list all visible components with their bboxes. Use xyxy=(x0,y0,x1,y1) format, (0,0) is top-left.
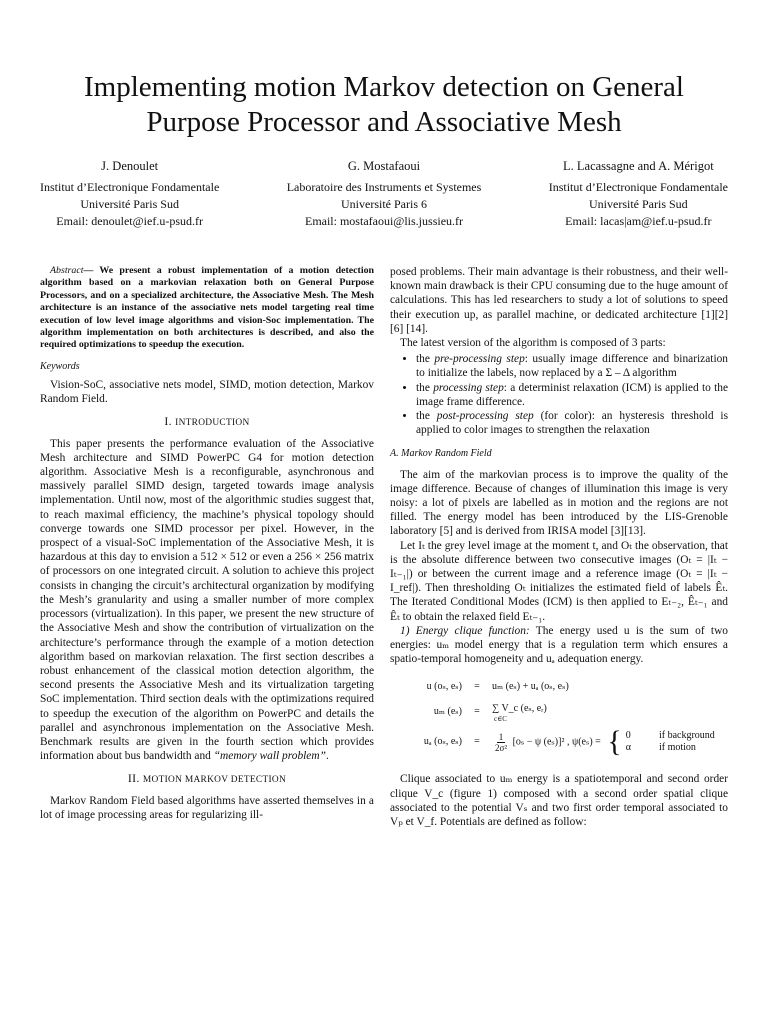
equation-row xyxy=(390,676,728,698)
author-email: Email: denoulet@ief.u-psud.fr xyxy=(56,214,203,228)
case-condition: if motion xyxy=(658,742,696,754)
eq-body: [oₛ − ψ (eₛ)]² , ψ(eₛ) = xyxy=(512,736,601,748)
left-column xyxy=(40,265,374,822)
case-value: 0 xyxy=(625,730,631,742)
author-affiliation: Laboratoire des Instruments et Systemes xyxy=(286,180,482,194)
eq-sum: ∑ V_c (eₛ, eᵣ) xyxy=(492,702,547,714)
eq-lhs: uₐ (oₛ, eₛ) xyxy=(423,736,462,748)
list-item xyxy=(416,409,728,437)
subsubsection-label: 1) Energy clique function: xyxy=(400,624,530,637)
case-condition: if background xyxy=(658,730,715,742)
eq-lhs: uₘ (eₛ) xyxy=(433,706,462,718)
item-emphasis: processing step xyxy=(433,381,504,394)
eq-rhs: uₘ (eₛ) + uₐ (oₛ, eₛ) xyxy=(492,681,569,693)
equation-row xyxy=(390,726,728,758)
subsection-heading-mrf: A. Markov Random Field xyxy=(390,448,492,460)
author-email: Email: lacas|am@ief.u-psud.fr xyxy=(565,214,712,228)
intro-paragraph xyxy=(40,437,374,764)
section-heading-markov xyxy=(40,771,374,787)
author-university: Université Paris Sud xyxy=(80,197,179,211)
author-block xyxy=(40,158,728,230)
list-item xyxy=(416,381,728,409)
author-university: Université Paris 6 xyxy=(341,197,427,211)
section-title: INTRODUCTION xyxy=(175,418,250,429)
keywords-heading: Keywords xyxy=(40,360,80,372)
section-heading-introduction xyxy=(40,414,374,430)
author-affiliation: Institut d’Electronique Fondamentale xyxy=(548,180,728,194)
author-university: Université Paris Sud xyxy=(589,197,688,211)
eq-fraction xyxy=(495,732,507,753)
eq-numerator: 1 xyxy=(498,731,504,742)
item-rest: : a determinist relaxation (ICM) is applied to the image frame difference. xyxy=(416,381,728,408)
equation-block xyxy=(390,676,728,758)
item-lead: the xyxy=(416,381,434,394)
eq-rhs xyxy=(492,702,728,723)
mrf-paragraph-1: The aim of the markovian process is to improve the quality of the image difference. Because of changes of illumination this image is very noisy: a lot of pixels are labelled as in motion and the regions are not filled. The energy model has been introduced by the LIS-Grenoble laboratory [5] and is derived from IRISA model [3][13]. xyxy=(390,468,728,538)
section-number: II. xyxy=(127,771,140,786)
eq-sum-index: c∈C xyxy=(494,715,507,724)
abstract xyxy=(40,265,374,352)
eq-equals: = xyxy=(474,736,480,748)
mrf-paragraph-2: Let Iₜ the grey level image at the moment t, and Oₜ the observation, that is the absolute difference between two consecutive images (Oₜ = |Iₜ − Iₜ₋₁|) or between the current image and a reference image (Oₜ = |Iₜ − I_ref|). Then thresholding Oₜ initializes the estimated field of labels Êₜ. The Iterated Conditional Modes (ICM) is then applied to Eₜ₋₂, Êₜ₋₁ and Êₜ to obtain the relaxed field Eₜ₋₁. xyxy=(390,539,728,623)
author-email: Email: mostafaoui@lis.jussieu.fr xyxy=(304,214,464,228)
section-title: MOTION MARKOV DETECTION xyxy=(142,775,287,786)
eq-equals: = xyxy=(474,706,480,718)
item-rest: (for color): an hysteresis threshold is applied to color images to strengthen the relaxation xyxy=(416,410,728,437)
energy-clique-paragraph xyxy=(390,624,728,667)
item-lead: the xyxy=(416,353,435,366)
eq-equals: = xyxy=(474,681,480,693)
item-emphasis: post-processing step xyxy=(436,410,534,423)
right-paragraph-2: The latest version of the algorithm is composed of 3 parts: xyxy=(400,337,666,350)
author-3 xyxy=(549,158,728,230)
equation-row xyxy=(390,698,728,726)
energy-clique-text: The energy used u is the sum of two energies: uₘ model energy that is a regulation term which ensures a spatio-temporal homogeneity and uₐ adequation energy. xyxy=(390,624,728,666)
case-table xyxy=(626,730,715,754)
right-column xyxy=(390,265,728,829)
case-value: α xyxy=(625,742,631,754)
abstract-label: Abstract xyxy=(50,265,84,276)
intro-text: This paper presents the performance evaluation of the Associative Mesh architecture and SIMD PowerPC G4 for motion detection algorithm. Associative Mesh is a reconfigurable, asynchronous and massively parallel SIMD design, targeted towards image analysis implementation. Until now, most of the algorithmic studies suggest that, to reach maximal efficiency, the machine’s physical topology should converge towards one SIMD processor per pixel. However, in the prospect of a visual-SoC implementation of the Associative Mesh, it is hazardous at this day to envision a 512 × 512 or even a 256 × 256 matrix of processors on one integrated circuit. A solution to achieve this project consists in changing the circuit’s architectural organization by modifying the Mesh’s granularity and using a smaller number of more complex processors (virtualization). In this paper, we present the new structure of the Associative Mesh and show the contribution of virtualization on the architecture’s performance through the example of a motion detection algorithm based on markovian relaxation. The first section describes a robust enhancement of the classical motion detection algorithm, the second presents the Associative Mesh and its virtualization targeting SoC implementation. Third section deals with the optimizations required to speedup the execution of the algorithm on PowerPC and details the parallel and asynchronous implementation on the Associative Mesh. Benchmark results are given in the fourth section which provides information about bus bandwidth and xyxy=(40,437,374,763)
author-name: J. Denoulet xyxy=(101,159,159,173)
list-item xyxy=(416,352,728,380)
eq-cases xyxy=(603,727,714,757)
intro-emphasis: “memory wall problem” xyxy=(213,750,326,763)
author-2 xyxy=(287,158,482,230)
author-name: L. Lacassagne and A. Mérigot xyxy=(563,159,714,173)
author-affiliation: Institut d’Electronique Fondamentale xyxy=(40,180,220,194)
section-number: I. xyxy=(164,414,172,429)
eq-rhs xyxy=(492,727,728,757)
item-rest: : usually image difference and binarization to initialize the labels, now replaced by a Σ – Δ algorithm xyxy=(416,353,728,380)
intro-end: . xyxy=(325,750,329,763)
keywords-text: Vision-SoC, associative nets model, SIMD, motion detection, Markov Random Field. xyxy=(40,379,374,406)
markov-paragraph: Markov Random Field based algorithms have asserted themselves in a lot of image processing areas for regularizing ill- xyxy=(40,794,374,821)
clique-paragraph: Clique associated to uₘ energy is a spatiotemporal and second order clique V_c (figure 1) composed with a second order spatial clique associated to the potential Vₛ and two first order temporal associated to Vₚ et V_f. Potentials are defined as follow: xyxy=(390,773,728,829)
algorithm-parts-list xyxy=(390,352,728,437)
paper-title: Implementing motion Markov detection on General Purpose Processor and Associative Mesh xyxy=(84,71,684,138)
item-emphasis: pre-processing step xyxy=(434,353,525,366)
eq-lhs: u (oₛ, eₛ) xyxy=(426,681,462,693)
eq-denominator: 2σ² xyxy=(495,742,508,753)
abstract-text: — We present a robust implementation of a motion detection algorithm based on a markovian relaxation both on General Purpose Processors, and on a specialized architecture, the Associative Mesh. The Mesh architecture is an instance of the associative nets model targeting real time execution of low level image algorithms and vision-Soc implementation. The algorithm implementation on both architectures is described, and also the required optimizations to speedup the execution. xyxy=(40,265,374,351)
brace-glyph: { xyxy=(607,725,622,759)
author-1 xyxy=(40,158,219,230)
author-name: G. Mostafaoui xyxy=(347,159,421,173)
right-paragraph-1: posed problems. Their main advantage is their robustness, and their well-known main drawback is their CPU consuming due to the huge amount of calculations. This has led researchers to study a lot of solutions to speed their execution up, as parallel machine, or dedicated architecture [1][2] [6] [14]. xyxy=(390,266,728,335)
item-lead: the xyxy=(416,410,437,423)
